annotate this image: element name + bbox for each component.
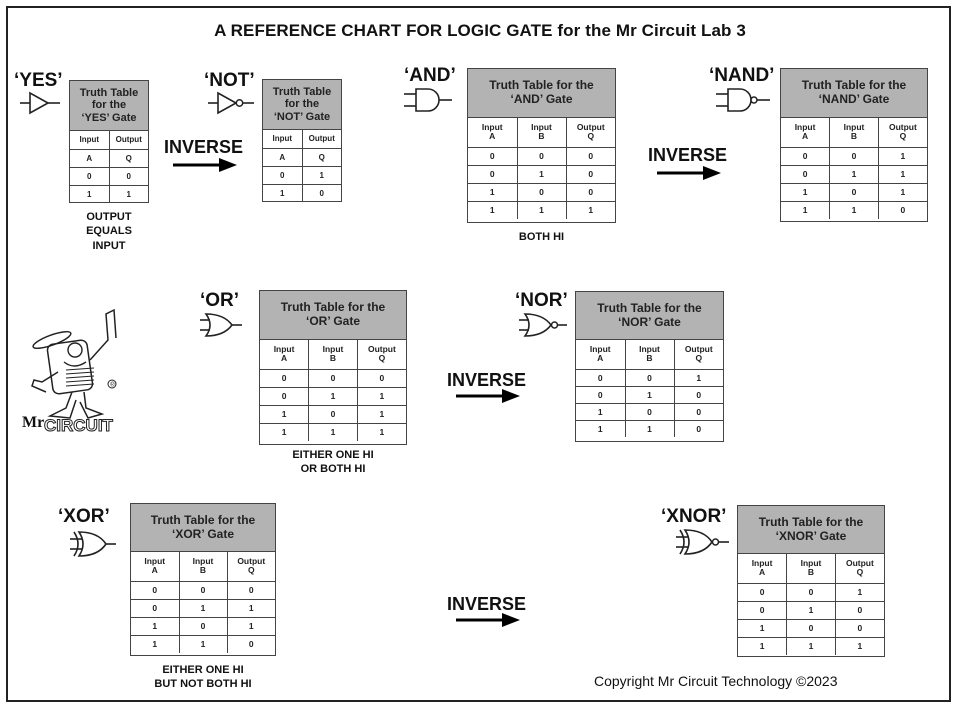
table-cell: 0 — [674, 386, 723, 403]
table-row — [468, 201, 615, 219]
column-header-line: Output — [684, 343, 713, 354]
table-cell: 0 — [576, 386, 625, 403]
column-header-line: Q — [378, 353, 386, 364]
table-cell: 0 — [179, 617, 227, 635]
column-header-line: Input — [144, 555, 166, 566]
column-header-line: Input — [322, 343, 344, 354]
table-cell: 1 — [302, 166, 341, 184]
column-header — [835, 554, 884, 583]
and-truth-table — [467, 68, 616, 223]
table-cell: 1 — [625, 386, 674, 403]
table-cell: 0 — [738, 583, 787, 601]
table-row — [576, 386, 723, 403]
table-cell: 0 — [878, 201, 927, 219]
and-gate-label: ‘AND’ — [404, 65, 456, 86]
table-cell: 0 — [830, 183, 879, 201]
table-cell: 1 — [835, 583, 884, 601]
column-header-line: B — [538, 131, 545, 142]
svg-text:CIRCUIT: CIRCUIT — [44, 416, 113, 435]
table-header — [738, 506, 884, 554]
table-cell: 0 — [131, 599, 179, 617]
column-header — [625, 340, 674, 369]
caption-line: EQUALS — [86, 225, 132, 238]
table-row — [263, 184, 341, 202]
nor-gate-icon — [517, 312, 569, 338]
column-header — [131, 552, 179, 581]
table-header — [260, 291, 406, 340]
table-header — [781, 69, 927, 118]
column-header — [781, 118, 830, 147]
nand-gate-icon — [714, 86, 772, 114]
table-cell: 1 — [70, 185, 109, 203]
caption-line: EITHER ONE HI — [292, 449, 374, 461]
table-cell: 1 — [517, 201, 566, 219]
column-header-line: Input — [794, 121, 816, 132]
column-header-line: B — [850, 131, 858, 142]
table-cell: 0 — [70, 167, 109, 185]
table-title-line: Truth Table for the — [489, 78, 594, 93]
table-cell: 1 — [576, 420, 625, 437]
table-cell: 1 — [878, 147, 927, 165]
table-cell: 0 — [263, 166, 302, 184]
mr-circuit-logo — [20, 300, 130, 435]
table-cell: 1 — [260, 423, 309, 441]
table-title-line: Truth Table for the — [758, 514, 864, 529]
inverse-label: INVERSE — [447, 370, 527, 390]
table-cell: 1 — [738, 619, 787, 637]
yes-truth-table — [69, 80, 149, 203]
column-header-line: A — [281, 353, 288, 364]
table-cell: 0 — [835, 619, 884, 637]
table-cell: 0 — [830, 147, 879, 165]
column-header-line: A — [151, 565, 158, 576]
table-row — [131, 581, 275, 599]
table-cell: 1 — [781, 201, 830, 219]
table-cell: 1 — [517, 165, 566, 183]
column-header — [878, 118, 927, 147]
or-caption — [259, 448, 407, 477]
nor-truth-table — [575, 291, 724, 442]
page-title: A REFERENCE CHART FOR LOGIC GATE for the Mr Circuit Lab 3 — [214, 21, 746, 40]
table-cell: 0 — [835, 601, 884, 619]
column-header-line: Q — [856, 567, 864, 578]
table-cell: 1 — [830, 165, 879, 183]
column-header — [830, 118, 879, 147]
column-header — [309, 340, 358, 369]
table-row — [260, 423, 406, 441]
table-cell: 1 — [468, 201, 517, 219]
column-header-line: B — [199, 565, 207, 576]
table-cell: 0 — [227, 581, 275, 599]
table-cell: 0 — [179, 581, 227, 599]
column-header-line: A — [597, 353, 604, 364]
xnor-truth-table — [737, 505, 885, 657]
table-row — [781, 147, 927, 165]
table-row — [468, 183, 615, 201]
table-cell: 0 — [787, 583, 836, 601]
table-row — [738, 637, 884, 655]
table-cell: 0 — [674, 420, 723, 437]
table-header — [131, 504, 275, 552]
svg-text:Mr: Mr — [22, 414, 45, 431]
table-cell: 0 — [787, 619, 836, 637]
mr-circuit-mascot-icon — [20, 300, 130, 435]
table-cell: 1 — [674, 369, 723, 386]
table-row — [70, 185, 148, 203]
column-header — [179, 552, 227, 581]
table-row — [131, 599, 275, 617]
table-header — [468, 69, 615, 118]
table-title-line: ‘XOR’ Gate — [171, 526, 235, 541]
table-cell: 0 — [576, 369, 625, 386]
or-gate-label: ‘OR’ — [200, 290, 240, 311]
table-cell: 1 — [131, 617, 179, 635]
table-row — [468, 147, 615, 165]
or-gate-icon — [198, 312, 244, 338]
arrow-right-icon — [173, 158, 239, 172]
table-cell: 0 — [781, 147, 830, 165]
yes-caption — [69, 210, 149, 253]
column-header-line: Q — [587, 131, 595, 142]
table-row — [263, 166, 341, 184]
table-cell: 1 — [357, 423, 406, 441]
table-title-line: Truth Table — [79, 86, 139, 99]
table-title-line: ‘NAND’ Gate — [818, 92, 890, 106]
column-header-line: Output — [888, 121, 917, 132]
inverse-label: INVERSE — [447, 594, 527, 614]
table-cell: 0 — [566, 183, 615, 201]
column-header — [576, 340, 625, 369]
table-row — [260, 387, 406, 405]
table-cell: 1 — [576, 403, 625, 420]
table-cell: 1 — [260, 405, 309, 423]
column-header: Output — [109, 131, 148, 149]
column-header: Input — [263, 130, 302, 148]
table-cell: 0 — [109, 167, 148, 185]
column-header-line: A — [802, 131, 809, 142]
column-subheader: Q — [302, 148, 341, 166]
table-row — [781, 201, 927, 219]
not-gate-icon — [206, 90, 256, 116]
table-cell: 1 — [878, 165, 927, 183]
table-cell: 1 — [781, 183, 830, 201]
column-header — [787, 554, 836, 583]
table-cell: 1 — [835, 637, 884, 655]
column-header-line: B — [329, 353, 337, 364]
table-title-line: ‘YES’ Gate — [81, 111, 137, 124]
table-cell: 1 — [357, 387, 406, 405]
table-cell: 1 — [227, 599, 275, 617]
table-cell: 1 — [830, 201, 879, 219]
column-header — [738, 554, 787, 583]
table-title-line: Truth Table — [272, 85, 332, 98]
table-cell: 1 — [357, 405, 406, 423]
column-subheader: Q — [109, 149, 148, 167]
column-header-line: Output — [237, 555, 266, 566]
table-row — [131, 617, 275, 635]
table-row — [468, 165, 615, 183]
column-header-line: Q — [899, 131, 907, 142]
column-header-line: Q — [695, 353, 703, 364]
table-cell: 0 — [517, 147, 566, 165]
table-cell: 0 — [566, 165, 615, 183]
table-title-line: ‘NOT’ Gate — [273, 110, 331, 123]
table-cell: 1 — [468, 183, 517, 201]
column-header-line: A — [759, 567, 766, 578]
caption-line: BUT NOT BOTH HI — [154, 678, 252, 691]
column-header-line: B — [646, 353, 653, 364]
column-header: Output — [302, 130, 341, 148]
table-cell: 1 — [625, 420, 674, 437]
table-title-line: Truth Table for the — [280, 300, 386, 315]
table-cell: 1 — [227, 617, 275, 635]
table-cell: 1 — [738, 637, 787, 655]
column-header-line: Output — [576, 121, 605, 132]
nor-gate-label: ‘NOR’ — [515, 290, 568, 311]
nand-truth-table — [780, 68, 928, 222]
column-subheader: A — [70, 149, 109, 167]
table-row — [260, 369, 406, 387]
table-row — [781, 183, 927, 201]
copyright-text: Copyright Mr Circuit Technology ©2023 — [594, 673, 838, 689]
table-cell: 1 — [309, 423, 358, 441]
table-cell: 1 — [131, 635, 179, 653]
table-cell: 1 — [787, 637, 836, 655]
column-header-line: Input — [589, 343, 611, 354]
table-row — [738, 583, 884, 601]
arrow-right-icon — [657, 166, 723, 180]
table-cell: 1 — [263, 184, 302, 202]
column-subheader: A — [263, 148, 302, 166]
caption-line: INPUT — [92, 239, 126, 252]
caption-line: BOTH HI — [518, 231, 565, 243]
table-cell: 1 — [566, 201, 615, 219]
column-header — [517, 118, 566, 147]
column-header-line: Input — [273, 343, 295, 354]
and-gate-icon — [402, 86, 454, 114]
column-header-line: Output — [845, 557, 874, 568]
table-header — [576, 292, 723, 340]
table-title-line: ‘OR’ Gate — [305, 314, 361, 328]
nand-gate-label: ‘NAND’ — [709, 65, 775, 86]
xnor-gate-label: ‘XNOR’ — [661, 506, 727, 527]
yes-gate-icon — [18, 90, 62, 116]
column-header — [468, 118, 517, 147]
table-cell: 0 — [357, 369, 406, 387]
table-row — [738, 601, 884, 619]
xor-gate-label: ‘XOR’ — [58, 506, 110, 527]
column-header-line: Output — [367, 343, 396, 354]
or-truth-table — [259, 290, 407, 445]
column-header-line: Input — [800, 557, 822, 568]
arrow-right-icon — [456, 389, 522, 403]
column-header — [260, 340, 309, 369]
table-title-line: ‘XNOR’ Gate — [775, 528, 847, 543]
table-row — [260, 405, 406, 423]
table-cell: 0 — [309, 405, 358, 423]
table-title-line: ‘AND’ Gate — [510, 92, 573, 106]
and-caption — [467, 230, 616, 244]
table-cell: 1 — [109, 185, 148, 203]
column-header: Input — [70, 131, 109, 149]
column-header — [227, 552, 275, 581]
table-cell: 0 — [468, 165, 517, 183]
table-row — [131, 635, 275, 653]
inverse-label: INVERSE — [648, 145, 728, 165]
column-header — [357, 340, 406, 369]
yes-gate-label: ‘YES’ — [14, 70, 63, 91]
table-title-line: Truth Table for the — [150, 512, 256, 527]
table-cell: 0 — [468, 147, 517, 165]
table-cell: 0 — [260, 369, 309, 387]
table-row — [781, 165, 927, 183]
table-cell: 0 — [625, 369, 674, 386]
caption-line: OR BOTH HI — [300, 463, 366, 476]
inverse-label: INVERSE — [164, 137, 244, 157]
column-header-line: Input — [751, 557, 773, 568]
xor-caption — [120, 663, 286, 692]
table-cell: 0 — [517, 183, 566, 201]
table-title-line: for the — [284, 98, 320, 111]
column-header-line: Input — [192, 555, 214, 566]
table-cell: 0 — [302, 184, 341, 202]
table-title-line: Truth Table for the — [801, 78, 907, 93]
column-header-line: Input — [531, 121, 552, 132]
table-cell: 0 — [260, 387, 309, 405]
table-cell: 0 — [227, 635, 275, 653]
table-title-line: ‘NOR’ Gate — [618, 314, 681, 329]
column-header-line: A — [489, 131, 496, 142]
table-cell: 0 — [131, 581, 179, 599]
table-cell: 0 — [781, 165, 830, 183]
table-row — [576, 403, 723, 420]
table-row — [70, 167, 148, 185]
table-cell: 1 — [787, 601, 836, 619]
table-cell: 1 — [878, 183, 927, 201]
table-title-line: Truth Table for the — [597, 300, 702, 315]
column-header — [674, 340, 723, 369]
table-cell: 0 — [738, 601, 787, 619]
table-title-line: for the — [91, 99, 127, 112]
table-cell: 1 — [179, 599, 227, 617]
caption-line: OUTPUT — [86, 211, 132, 223]
table-row — [738, 619, 884, 637]
table-cell: 0 — [674, 403, 723, 420]
not-truth-table — [262, 79, 342, 202]
table-cell: 1 — [309, 387, 358, 405]
caption-line: EITHER ONE HI — [162, 664, 244, 676]
column-header-line: Input — [639, 343, 660, 354]
xor-gate-icon — [68, 530, 118, 558]
column-header — [566, 118, 615, 147]
xnor-gate-icon — [674, 528, 730, 556]
not-gate-label: ‘NOT’ — [204, 70, 255, 91]
arrow-right-icon — [456, 613, 522, 627]
table-row — [576, 420, 723, 437]
column-header-line: B — [807, 567, 815, 578]
table-cell: 0 — [566, 147, 615, 165]
column-header-line: Input — [481, 121, 503, 132]
registered-mark: ® — [110, 382, 115, 389]
column-header-line: Q — [247, 565, 255, 576]
column-header-line: Input — [843, 121, 865, 132]
table-cell: 0 — [309, 369, 358, 387]
table-cell: 0 — [625, 403, 674, 420]
table-cell: 1 — [179, 635, 227, 653]
table-row — [576, 369, 723, 386]
xor-truth-table — [130, 503, 276, 656]
